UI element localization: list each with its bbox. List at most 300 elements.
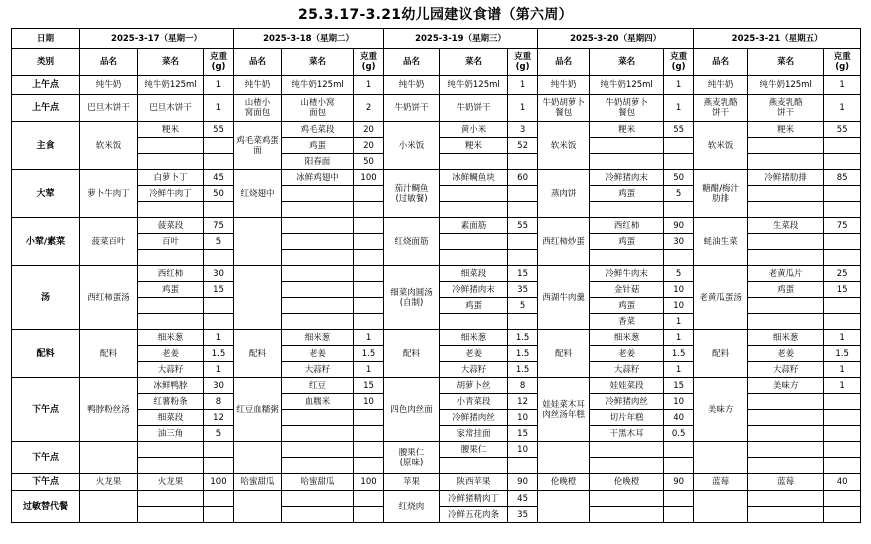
dish-name: 家常挂面 (440, 426, 508, 442)
item-name (538, 442, 590, 474)
dish-name: 白萝卜丁 (138, 170, 204, 186)
morning-snack-1-row (12, 76, 861, 95)
dish-weight: 1.5 (508, 362, 538, 378)
dish-header: 菜名 (748, 49, 824, 76)
dish-weight: 75 (204, 218, 234, 234)
weight-header: 克重 (g) (508, 49, 538, 76)
dish-name: 金针菇 (590, 282, 664, 298)
dish-weight: 45 (508, 491, 538, 507)
seasoning-row (12, 330, 861, 346)
dish-weight (664, 154, 694, 170)
dish-weight: 5 (508, 298, 538, 314)
dish-weight: 50 (664, 170, 694, 186)
dish-name: 老黄瓜片 (748, 266, 824, 282)
dish-name: 西红柿 (590, 218, 664, 234)
dish-name: 巴旦木饼干 (138, 95, 204, 122)
item-name (80, 442, 138, 474)
dish-name (440, 234, 508, 250)
dish-name: 纯牛奶125ml (748, 76, 824, 95)
dish-weight (664, 250, 694, 266)
dish-name (590, 458, 664, 474)
dish-name: 细菜段 (440, 266, 508, 282)
item-name: 腰果仁 (原味) (384, 442, 440, 474)
dish-weight (354, 186, 384, 202)
dish-name: 冷鲜猪肋排 (748, 170, 824, 186)
dish-weight (824, 298, 861, 314)
dish-weight: 3 (508, 122, 538, 138)
dish-name (748, 426, 824, 442)
dish-weight: 55 (204, 122, 234, 138)
item-name: 牛奶胡萝卜 餐包 (538, 95, 590, 122)
dish-name (748, 314, 824, 330)
dish-weight: 50 (354, 154, 384, 170)
dish-name: 粳米 (138, 122, 204, 138)
dish-weight: 1 (824, 76, 861, 95)
dish-name: 细米葱 (282, 330, 354, 346)
main-meat-row (12, 170, 861, 186)
meal-category-label: 大荤 (12, 170, 80, 218)
dish-weight: 1.5 (664, 346, 694, 362)
dish-name: 冷鲜牛肉丁 (138, 186, 204, 202)
item-name: 红豆血糯粥 (234, 378, 282, 442)
item-header: 品名 (234, 49, 282, 76)
day-header-1: 2025-3-17（星期一） (80, 29, 234, 49)
item-name: 苹果 (384, 474, 440, 491)
dish-weight: 15 (354, 378, 384, 394)
dish-name: 粳米 (590, 122, 664, 138)
dish-weight (354, 218, 384, 234)
dish-name (590, 491, 664, 507)
dish-name: 小青菜段 (440, 394, 508, 410)
dish-weight: 10 (664, 282, 694, 298)
dish-weight (204, 507, 234, 523)
meal-category-label: 主食 (12, 122, 80, 170)
dish-weight: 5 (664, 186, 694, 202)
dish-name (138, 138, 204, 154)
column-header-row (12, 49, 861, 76)
dish-weight: 20 (354, 138, 384, 154)
allergy-meal-row (12, 491, 861, 507)
dish-name (590, 202, 664, 218)
dish-name (282, 186, 354, 202)
dish-name: 粳米 (748, 122, 824, 138)
dish-weight: 30 (204, 378, 234, 394)
item-name (234, 218, 282, 266)
dish-name: 老姜 (590, 346, 664, 362)
item-name: 蚝油生菜 (694, 218, 748, 266)
dish-weight (824, 154, 861, 170)
dish-weight: 12 (204, 410, 234, 426)
meal-category-label: 下午点 (12, 442, 80, 474)
dish-weight (508, 250, 538, 266)
dish-name (138, 314, 204, 330)
dish-name (748, 507, 824, 523)
dish-name (138, 491, 204, 507)
dish-name: 香菜 (590, 314, 664, 330)
item-name: 鸡毛菜鸡蛋 面 (234, 122, 282, 170)
item-name (234, 266, 282, 330)
dish-weight: 1 (354, 330, 384, 346)
dish-weight (354, 426, 384, 442)
dish-name (138, 250, 204, 266)
item-name: 红烧翅中 (234, 170, 282, 218)
dish-weight (824, 507, 861, 523)
dish-weight: 12 (508, 394, 538, 410)
dish-weight: 55 (824, 122, 861, 138)
dish-name: 老姜 (440, 346, 508, 362)
dish-weight: 30 (204, 266, 234, 282)
dish-weight: 45 (204, 170, 234, 186)
item-name: 细菜肉圆汤 (自制) (384, 266, 440, 330)
item-name: 萝卜牛肉丁 (80, 170, 138, 218)
dish-name (282, 410, 354, 426)
dish-weight: 75 (824, 218, 861, 234)
item-name: 配料 (694, 330, 748, 378)
item-name: 美味方 (694, 378, 748, 442)
dish-weight (204, 154, 234, 170)
dish-weight: 2 (354, 95, 384, 122)
dish-name (440, 250, 508, 266)
dish-name: 西红柿 (138, 266, 204, 282)
item-name: 配料 (80, 330, 138, 378)
dish-name (748, 298, 824, 314)
dish-name (282, 234, 354, 250)
dish-name: 粳米 (440, 138, 508, 154)
dish-weight (354, 442, 384, 458)
dish-weight (664, 458, 694, 474)
dish-weight (354, 458, 384, 474)
dish-weight: 1.5 (354, 346, 384, 362)
item-name (694, 442, 748, 474)
dish-weight: 1 (204, 95, 234, 122)
item-name: 蒸肉饼 (538, 170, 590, 218)
item-name: 巴旦木饼干 (80, 95, 138, 122)
dish-name (282, 458, 354, 474)
dish-name: 细米葱 (590, 330, 664, 346)
item-header: 品名 (538, 49, 590, 76)
dish-weight: 35 (508, 282, 538, 298)
dish-name (440, 186, 508, 202)
dish-weight (508, 314, 538, 330)
dish-weight: 50 (204, 186, 234, 202)
dish-name: 冷鲜猪肉末 (440, 282, 508, 298)
dish-weight: 0.5 (664, 426, 694, 442)
dish-weight (824, 458, 861, 474)
menu-title: 25.3.17-3.21幼儿园建议食谱（第六周） (298, 7, 573, 23)
dish-weight: 5 (664, 266, 694, 282)
dish-name (748, 394, 824, 410)
dish-weight: 90 (508, 474, 538, 491)
dish-name: 百叶 (138, 234, 204, 250)
dish-name (282, 218, 354, 234)
item-name: 软米饭 (694, 122, 748, 170)
dish-weight: 5 (204, 426, 234, 442)
item-name: 牛奶饼干 (384, 95, 440, 122)
dish-weight (508, 186, 538, 202)
dish-weight: 1 (204, 330, 234, 346)
dish-weight (204, 202, 234, 218)
dish-weight (664, 138, 694, 154)
dish-weight: 10 (508, 410, 538, 426)
dish-name (138, 442, 204, 458)
day-header-5: 2025-3-21（星期五） (694, 29, 861, 49)
staple-row (12, 122, 861, 138)
dish-weight: 20 (354, 122, 384, 138)
item-name: 纯牛奶 (234, 76, 282, 95)
item-name: 哈蜜甜瓜 (234, 474, 282, 491)
item-name: 火龙果 (80, 474, 138, 491)
dish-name (138, 458, 204, 474)
dish-name (282, 426, 354, 442)
dish-weight (354, 314, 384, 330)
category-label: 类别 (12, 49, 80, 76)
dish-weight: 10 (664, 394, 694, 410)
dish-name: 大蒜籽 (440, 362, 508, 378)
dish-name: 干黑木耳 (590, 426, 664, 442)
dish-weight: 15 (508, 266, 538, 282)
dish-weight: 8 (204, 394, 234, 410)
dish-name: 冷鲜猪肉丝 (440, 410, 508, 426)
dish-weight (204, 298, 234, 314)
afternoon-snack-3-row (12, 474, 861, 491)
morning-snack-2-row (12, 95, 861, 122)
dish-weight (354, 491, 384, 507)
item-name: 西红柿炒蛋 (538, 218, 590, 266)
item-name: 菠菜百叶 (80, 218, 138, 266)
item-name: 山楂小 窝面包 (234, 95, 282, 122)
dish-weight (824, 186, 861, 202)
dish-name: 鸡蛋 (590, 234, 664, 250)
dish-name (748, 234, 824, 250)
dish-weight: 1 (508, 95, 538, 122)
dish-weight (824, 250, 861, 266)
dish-name: 燕麦乳酪 饼干 (748, 95, 824, 122)
dish-weight: 1.5 (204, 346, 234, 362)
afternoon-snack-2-row (12, 442, 861, 458)
dish-weight: 35 (508, 507, 538, 523)
dish-weight: 1.5 (824, 346, 861, 362)
item-name: 软米饭 (80, 122, 138, 170)
dish-weight: 100 (354, 170, 384, 186)
dish-weight (824, 442, 861, 458)
weight-header: 克重 (g) (354, 49, 384, 76)
dish-name: 大蒜籽 (138, 362, 204, 378)
dish-name (440, 458, 508, 474)
weight-header: 克重 (g) (204, 49, 234, 76)
dish-weight: 85 (824, 170, 861, 186)
dish-weight (204, 138, 234, 154)
dish-name: 鸡蛋 (590, 186, 664, 202)
dish-weight: 15 (508, 426, 538, 442)
dish-name: 细米葱 (748, 330, 824, 346)
dish-weight: 40 (664, 410, 694, 426)
item-name: 红烧肉 (384, 491, 440, 523)
dish-weight: 60 (508, 170, 538, 186)
meal-category-label: 下午点 (12, 378, 80, 442)
dish-weight: 15 (664, 378, 694, 394)
dish-weight (354, 234, 384, 250)
meal-category-label: 上午点 (12, 76, 80, 95)
dish-name: 老姜 (138, 346, 204, 362)
item-name: 娃娃菜木耳 肉丝汤年糕 (538, 378, 590, 442)
dish-name (138, 154, 204, 170)
item-name: 纯牛奶 (694, 76, 748, 95)
dish-weight: 1 (824, 95, 861, 122)
dish-name: 细米葱 (440, 330, 508, 346)
dish-weight (664, 202, 694, 218)
dish-weight (508, 154, 538, 170)
dish-weight: 15 (204, 282, 234, 298)
dish-name: 鸡蛋 (138, 282, 204, 298)
dish-weight: 1 (824, 362, 861, 378)
dish-name (138, 507, 204, 523)
item-name (80, 491, 138, 523)
dish-name: 大蒜籽 (282, 362, 354, 378)
dish-name (748, 491, 824, 507)
dish-weight: 1 (664, 330, 694, 346)
dish-weight (204, 458, 234, 474)
dish-weight (824, 138, 861, 154)
dish-name: 牛奶饼干 (440, 95, 508, 122)
dish-name (748, 154, 824, 170)
dish-name: 娃娃菜段 (590, 378, 664, 394)
dish-weight (204, 442, 234, 458)
item-header: 品名 (694, 49, 748, 76)
item-name: 西湖牛肉羹 (538, 266, 590, 330)
dish-weight: 1 (664, 362, 694, 378)
dish-name: 纯牛奶125ml (440, 76, 508, 95)
item-name: 软米饭 (538, 122, 590, 170)
dish-name (282, 298, 354, 314)
item-name: 西红柿蛋汤 (80, 266, 138, 330)
dish-weight: 100 (354, 474, 384, 491)
item-name: 纯牛奶 (384, 76, 440, 95)
dish-weight: 55 (664, 122, 694, 138)
meal-category-label: 配料 (12, 330, 80, 378)
item-name: 蓝莓 (694, 474, 748, 491)
dish-name: 纯牛奶125ml (138, 76, 204, 95)
item-name: 老黄瓜蛋汤 (694, 266, 748, 330)
dish-name: 胡萝卜丝 (440, 378, 508, 394)
item-name: 鸭脖粉丝汤 (80, 378, 138, 442)
dish-header: 菜名 (590, 49, 664, 76)
dish-name (590, 250, 664, 266)
dish-weight (824, 394, 861, 410)
dish-name: 鸡毛菜段 (282, 122, 354, 138)
dish-name (440, 154, 508, 170)
dish-weight (354, 410, 384, 426)
dish-name: 细菜段 (138, 410, 204, 426)
dish-weight: 25 (824, 266, 861, 282)
dish-header: 菜名 (138, 49, 204, 76)
meal-category-label: 小荤/素菜 (12, 218, 80, 266)
meal-category-label: 汤 (12, 266, 80, 330)
dish-name: 冷鲜猪精肉丁 (440, 491, 508, 507)
dish-weight: 10 (664, 298, 694, 314)
dish-weight: 10 (354, 394, 384, 410)
item-name: 红烧面筋 (384, 218, 440, 266)
dish-name (282, 266, 354, 282)
dish-weight: 30 (664, 234, 694, 250)
dish-weight: 1.5 (508, 346, 538, 362)
dish-name: 冰鲜鸭脖 (138, 378, 204, 394)
weight-header: 克重 (g) (664, 49, 694, 76)
dish-name: 鸡蛋 (440, 298, 508, 314)
dish-name: 阳春面 (282, 154, 354, 170)
dish-weight (664, 442, 694, 458)
dish-weight (204, 250, 234, 266)
meal-category-label: 上午点 (12, 95, 80, 122)
dish-weight (354, 282, 384, 298)
dish-name (590, 442, 664, 458)
dish-name (748, 138, 824, 154)
dish-header: 菜名 (440, 49, 508, 76)
dish-weight: 1 (664, 76, 694, 95)
dish-weight (664, 507, 694, 523)
item-name (234, 442, 282, 474)
dish-name (282, 314, 354, 330)
dish-name: 老姜 (748, 346, 824, 362)
dish-weight: 1 (824, 330, 861, 346)
dish-weight (508, 458, 538, 474)
meal-category-label: 下午点 (12, 474, 80, 491)
dish-weight: 5 (204, 234, 234, 250)
dish-name: 陕西苹果 (440, 474, 508, 491)
dish-name (282, 442, 354, 458)
dish-name (590, 138, 664, 154)
dish-weight: 1 (354, 76, 384, 95)
dish-weight: 40 (824, 474, 861, 491)
dish-name (282, 282, 354, 298)
dish-weight (508, 202, 538, 218)
dish-name: 红豆 (282, 378, 354, 394)
dish-weight (664, 491, 694, 507)
dish-name: 冷鲜五花肉条 (440, 507, 508, 523)
item-name: 纯牛奶 (80, 76, 138, 95)
dish-weight: 10 (508, 442, 538, 458)
dish-weight (824, 202, 861, 218)
dish-name: 哈蜜甜瓜 (282, 474, 354, 491)
item-name: 配料 (384, 330, 440, 378)
dish-name: 牛奶胡萝卜 餐包 (590, 95, 664, 122)
dish-weight (824, 426, 861, 442)
date-row (12, 29, 861, 49)
day-header-4: 2025-3-20（星期四） (538, 29, 694, 49)
dish-weight (824, 410, 861, 426)
dish-weight (354, 507, 384, 523)
dish-name (748, 250, 824, 266)
item-name (234, 491, 282, 523)
dish-name: 伦晚橙 (590, 474, 664, 491)
dish-weight (204, 314, 234, 330)
dish-weight (354, 202, 384, 218)
item-name: 小米饭 (384, 122, 440, 170)
dish-name (748, 442, 824, 458)
item-name (694, 491, 748, 523)
day-header-3: 2025-3-19（星期三） (384, 29, 538, 49)
dish-name (282, 250, 354, 266)
dish-header: 菜名 (282, 49, 354, 76)
dish-name: 血糯米 (282, 394, 354, 410)
date-label: 日期 (12, 29, 80, 49)
dish-name: 黄小米 (440, 122, 508, 138)
dish-weight: 15 (824, 282, 861, 298)
dish-name (748, 186, 824, 202)
dish-weight (824, 491, 861, 507)
weekly-menu-table (11, 28, 861, 523)
dish-name: 菠菜段 (138, 218, 204, 234)
dish-name (282, 507, 354, 523)
